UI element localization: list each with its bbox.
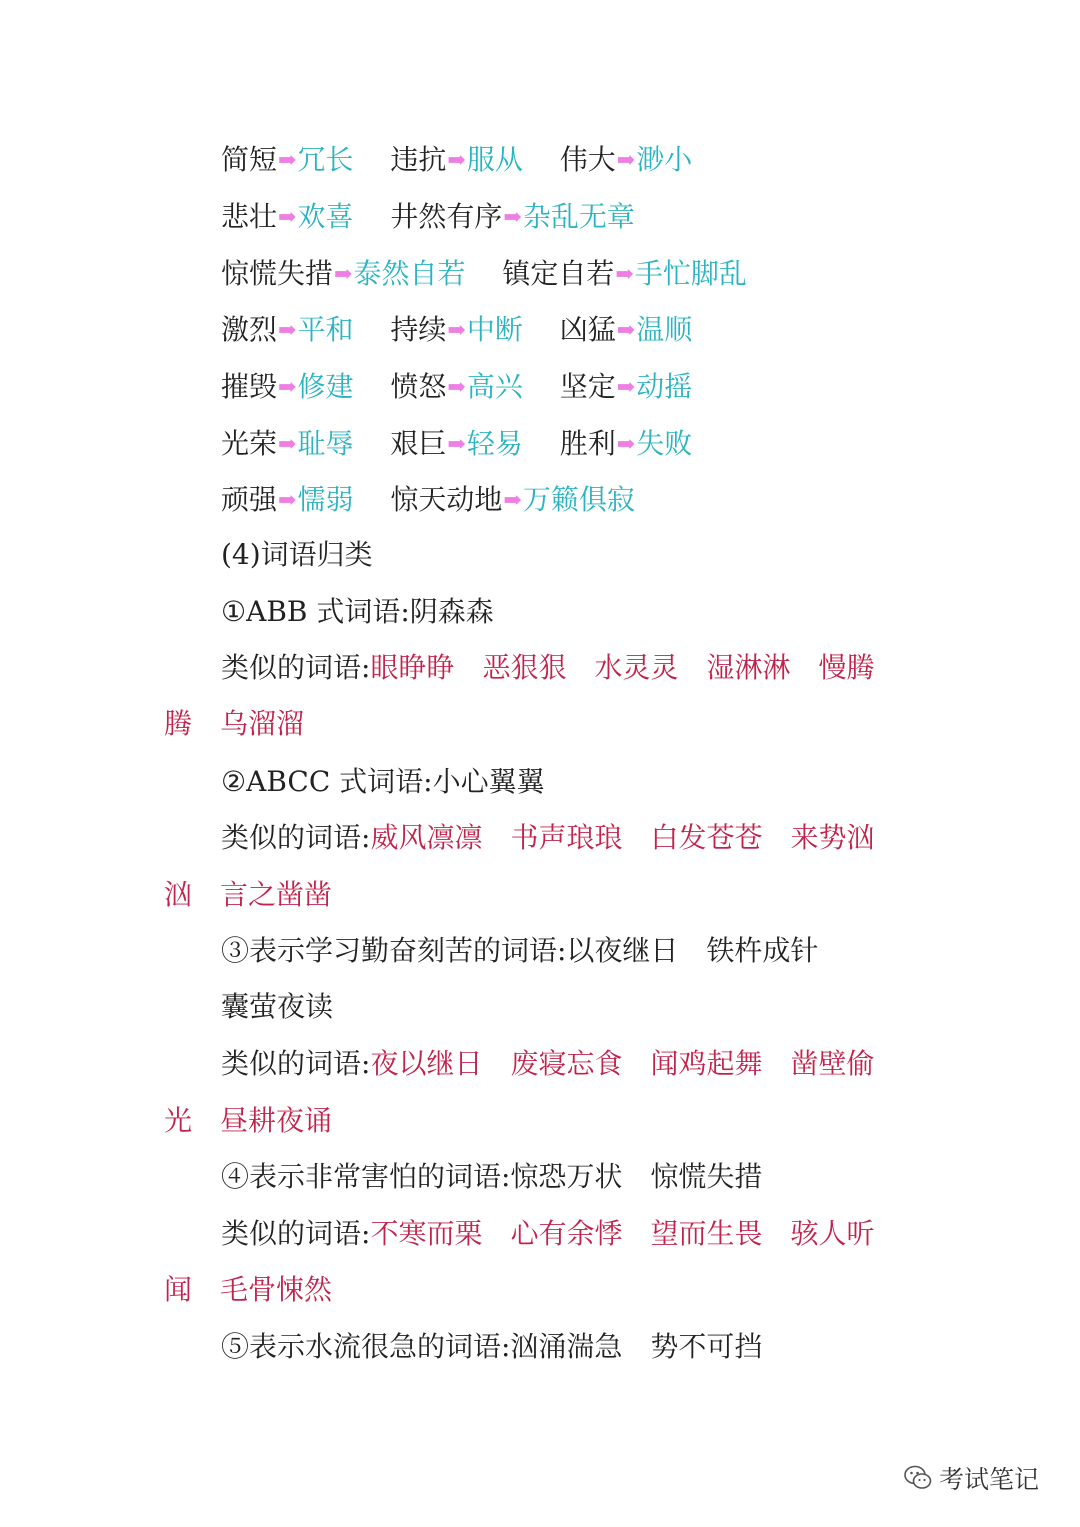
antonym-row: [221, 310, 720, 350]
antonym-pair: [560, 310, 692, 351]
watermark: [903, 1458, 1039, 1498]
group-heading: ④表示非常害怕的词语:惊恐万状 惊慌失措: [221, 1160, 763, 1193]
group-heading: ①ABB 式词语:阴森森: [221, 595, 494, 628]
similar-word: 来势汹: [790, 821, 875, 854]
antonym-pair: [560, 424, 692, 465]
similar-word: 书声琅琅: [510, 821, 623, 854]
antonym-pair: [221, 480, 353, 521]
antonym-word: 失败: [636, 427, 693, 460]
similar-word: 心有余悸: [510, 1217, 623, 1250]
similar-words-continuation: [164, 704, 304, 744]
similar-word: 夜以继日: [370, 1047, 483, 1080]
similar-words-continuation: [164, 1101, 332, 1141]
antonym-word: 耻辱: [297, 427, 354, 460]
similar-word: 闻鸡起舞: [650, 1047, 763, 1080]
similar-word: 不寒而栗: [370, 1217, 483, 1250]
similar-word: 白发苍苍: [650, 821, 763, 854]
word: 井然有序: [390, 200, 503, 233]
arrow-icon: ➡: [278, 432, 297, 457]
watermark-text: 考试笔记: [939, 1465, 1040, 1494]
similar-word: 水灵灵: [594, 651, 679, 684]
similar-label: 类似的词语:: [221, 1047, 371, 1080]
word: 凶猛: [559, 313, 616, 346]
antonym-pair: [390, 197, 634, 238]
arrow-icon: ➡: [447, 148, 466, 173]
antonym-word: 动摇: [636, 370, 693, 403]
section-title: (4)词语归类: [221, 538, 373, 571]
similar-words-line: [221, 1214, 875, 1254]
similar-word: 光: [164, 1104, 193, 1137]
antonym-row: [221, 424, 720, 464]
antonym-word: 平和: [297, 313, 354, 346]
antonym-word: 泰然自若: [353, 257, 466, 290]
antonym-word: 万籁俱寂: [522, 483, 635, 516]
arrow-icon: ➡: [615, 262, 634, 287]
antonym-word: 冗长: [297, 143, 354, 176]
arrow-icon: ➡: [278, 318, 297, 343]
antonym-row: [221, 197, 663, 237]
antonym-row: [221, 480, 663, 520]
similar-label: 类似的词语:: [221, 651, 371, 684]
arrow-icon: ➡: [616, 148, 636, 173]
similar-words-continuation: [164, 1270, 332, 1310]
similar-word: 废寝忘食: [510, 1047, 623, 1080]
wechat-icon: [903, 1463, 933, 1493]
similar-word: 望而生畏: [650, 1217, 763, 1250]
arrow-icon: ➡: [447, 318, 466, 343]
antonym-pair: [221, 310, 353, 351]
word: 摧毁: [221, 370, 278, 403]
antonym-pair: [390, 480, 634, 521]
group-heading: ⑤表示水流很急的词语:汹涌湍急 势不可挡: [221, 1330, 763, 1363]
antonym-pair: [560, 140, 692, 181]
antonym-word: 懦弱: [297, 483, 354, 516]
word: 光荣: [221, 427, 278, 460]
similar-word: 昼耕夜诵: [220, 1104, 333, 1137]
similar-words-line: [221, 1044, 875, 1084]
antonym-word: 杂乱无章: [522, 200, 635, 233]
antonym-pair: [390, 367, 522, 408]
word: 违抗: [390, 143, 447, 176]
word: 惊天动地: [390, 483, 503, 516]
similar-words-continuation: [164, 875, 332, 915]
word: 悲壮: [221, 200, 278, 233]
word: 愤怒: [390, 370, 447, 403]
antonym-pair: [390, 140, 522, 181]
word: 顽强: [221, 483, 278, 516]
antonym-pair: [221, 424, 353, 465]
arrow-icon: ➡: [616, 375, 636, 400]
antonym-pair: [221, 140, 353, 181]
word: 惊慌失措: [221, 257, 334, 290]
antonym-pair: [390, 310, 522, 351]
similar-word: 眼睁睁: [370, 651, 455, 684]
antonym-word: 修建: [297, 370, 354, 403]
similar-words-line: [221, 818, 875, 858]
antonym-row: [221, 367, 720, 407]
word: 胜利: [559, 427, 616, 460]
arrow-icon: ➡: [278, 375, 297, 400]
similar-word: 乌溜溜: [220, 707, 305, 740]
word: 镇定自若: [502, 257, 615, 290]
similar-words-line: [221, 648, 875, 688]
group-heading: ②ABCC 式词语:小心翼翼: [221, 765, 545, 798]
antonym-row: [221, 254, 775, 294]
antonym-pair: [221, 367, 353, 408]
arrow-icon: ➡: [278, 205, 297, 230]
similar-word: 毛骨悚然: [220, 1273, 333, 1306]
similar-label: 类似的词语:: [221, 1217, 371, 1250]
similar-word: 威风凛凛: [370, 821, 483, 854]
similar-word: 汹: [164, 878, 193, 911]
arrow-icon: ➡: [447, 375, 466, 400]
antonym-word: 渺小: [636, 143, 693, 176]
word: 伟大: [559, 143, 616, 176]
similar-word: 恶狠狠: [482, 651, 567, 684]
arrow-icon: ➡: [278, 488, 297, 513]
antonym-word: 高兴: [466, 370, 523, 403]
similar-word: 闻: [164, 1273, 193, 1306]
group-heading-continuation: 囊萤夜读: [221, 990, 334, 1023]
antonym-word: 手忙脚乱: [634, 257, 747, 290]
similar-word: 慢腾: [818, 651, 875, 684]
antonym-word: 服从: [466, 143, 523, 176]
arrow-icon: ➡: [616, 318, 636, 343]
antonym-word: 中断: [466, 313, 523, 346]
antonym-pair: [560, 367, 692, 408]
arrow-icon: ➡: [503, 205, 522, 230]
similar-word: 言之凿凿: [220, 878, 333, 911]
word: 激烈: [221, 313, 278, 346]
arrow-icon: ➡: [503, 488, 522, 513]
similar-word: 腾: [164, 707, 193, 740]
antonym-pair: [221, 254, 465, 295]
word: 简短: [221, 143, 278, 176]
antonym-row: [221, 140, 720, 180]
word: 坚定: [559, 370, 616, 403]
word: 艰巨: [390, 427, 447, 460]
similar-word: 骇人听: [790, 1217, 875, 1250]
arrow-icon: ➡: [447, 432, 466, 457]
word: 持续: [390, 313, 447, 346]
antonym-pair: [221, 197, 353, 238]
arrow-icon: ➡: [278, 148, 297, 173]
similar-word: 凿壁偷: [790, 1047, 875, 1080]
arrow-icon: ➡: [334, 262, 353, 287]
antonym-pair: [390, 424, 522, 465]
antonym-word: 温顺: [636, 313, 693, 346]
similar-word: 湿淋淋: [706, 651, 791, 684]
antonym-pair: [502, 254, 746, 295]
similar-label: 类似的词语:: [221, 821, 371, 854]
antonym-word: 欢喜: [297, 200, 354, 233]
group-heading: ③表示学习勤奋刻苦的词语:以夜继日 铁杵成针: [221, 934, 819, 967]
antonym-word: 轻易: [466, 427, 523, 460]
arrow-icon: ➡: [616, 432, 636, 457]
